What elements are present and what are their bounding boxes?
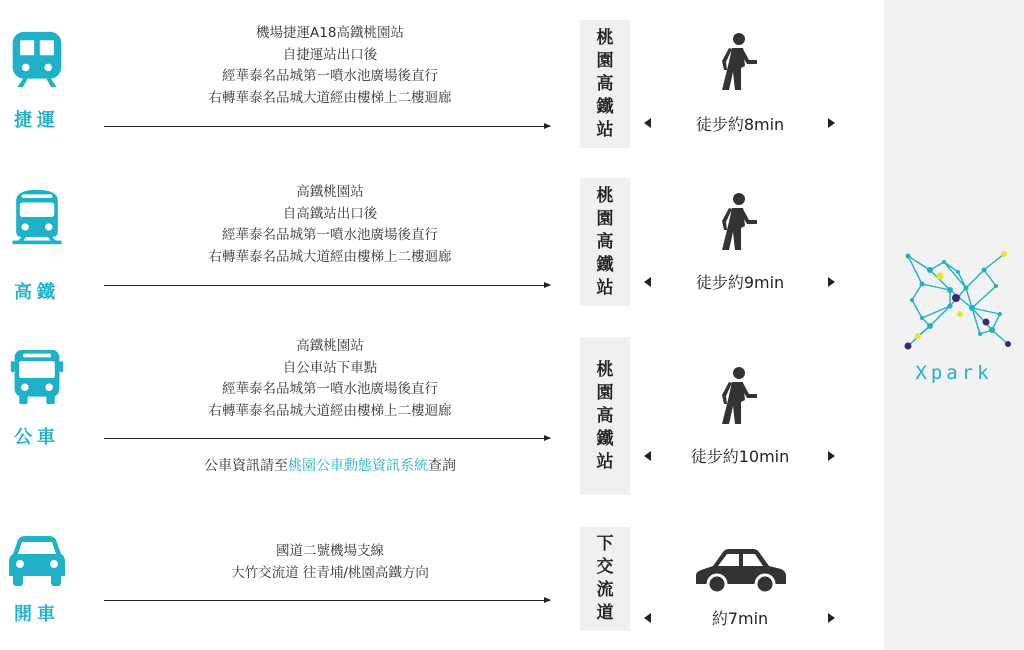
bus-info-note: 公車資訊請至桃園公車動態資訊系統查詢 <box>204 458 456 474</box>
chevron-right-icon <box>828 613 835 623</box>
mode-label-mrt: 捷運 <box>14 110 60 131</box>
hsr-train-icon <box>8 188 66 246</box>
chevron-left-icon <box>644 118 651 128</box>
travel-time: 徒步約9min <box>695 273 785 292</box>
station-label-taoyuan-hsr: 桃 園 高 鐵 站 <box>580 178 630 306</box>
travel-time: 徒步約8min <box>695 115 785 134</box>
mode-label-hsr: 高鐵 <box>14 282 60 303</box>
car-icon <box>8 533 66 591</box>
chevron-right-icon <box>828 451 835 461</box>
station-label-interchange: 下 交 流 道 <box>580 527 630 631</box>
mode-label-car: 開車 <box>14 604 60 625</box>
walking-person-icon <box>712 192 762 254</box>
walking-person-icon <box>712 366 762 428</box>
car-icon <box>693 544 789 594</box>
route-arrow <box>104 438 550 439</box>
route-description: 高鐵桃園站 自公車站下車點 經華泰名品城第一噴水池廣場後直行 右轉華泰名品城大道經由樓梯上二樓迴廊 <box>208 338 452 419</box>
route-description: 高鐵桃園站 自高鐵站出口後 經華泰名品城第一噴水池廣場後直行 右轉華泰名品城大道經由樓梯上二樓迴廊 <box>208 184 452 265</box>
mode-label-bus: 公車 <box>14 427 60 448</box>
station-label-taoyuan-hsr: 桃 園 高 鐵 站 <box>580 337 630 495</box>
chevron-left-icon <box>644 277 651 287</box>
station-label-taoyuan-hsr: 桃 園 高 鐵 站 <box>580 20 630 148</box>
brand-sidebar <box>884 0 1024 650</box>
travel-time: 徒步約10min <box>690 447 790 466</box>
bus-icon <box>8 348 66 406</box>
chevron-right-icon <box>828 277 835 287</box>
bus-info-link[interactable]: 桃園公車動態資訊系統 <box>288 458 428 474</box>
walking-person-icon <box>712 32 762 94</box>
route-description: 國道二號機場支線 大竹交流道 往青埔/桃園高鐵方向 <box>231 543 429 581</box>
travel-time: 約7min <box>711 609 769 628</box>
metro-icon <box>8 30 66 88</box>
route-arrow <box>104 126 550 127</box>
route-arrow <box>104 600 550 601</box>
chevron-left-icon <box>644 451 651 461</box>
brand-name: Xpark <box>915 362 993 384</box>
xpark-logo <box>900 248 1012 352</box>
chevron-right-icon <box>828 118 835 128</box>
route-description: 機場捷運A18高鐵桃園站 自捷運站出口後 經華泰名品城第一噴水池廣場後直行 右轉華泰名品城大道經由樓梯上二樓迴廊 <box>208 25 452 106</box>
chevron-left-icon <box>644 613 651 623</box>
route-arrow <box>104 285 550 286</box>
